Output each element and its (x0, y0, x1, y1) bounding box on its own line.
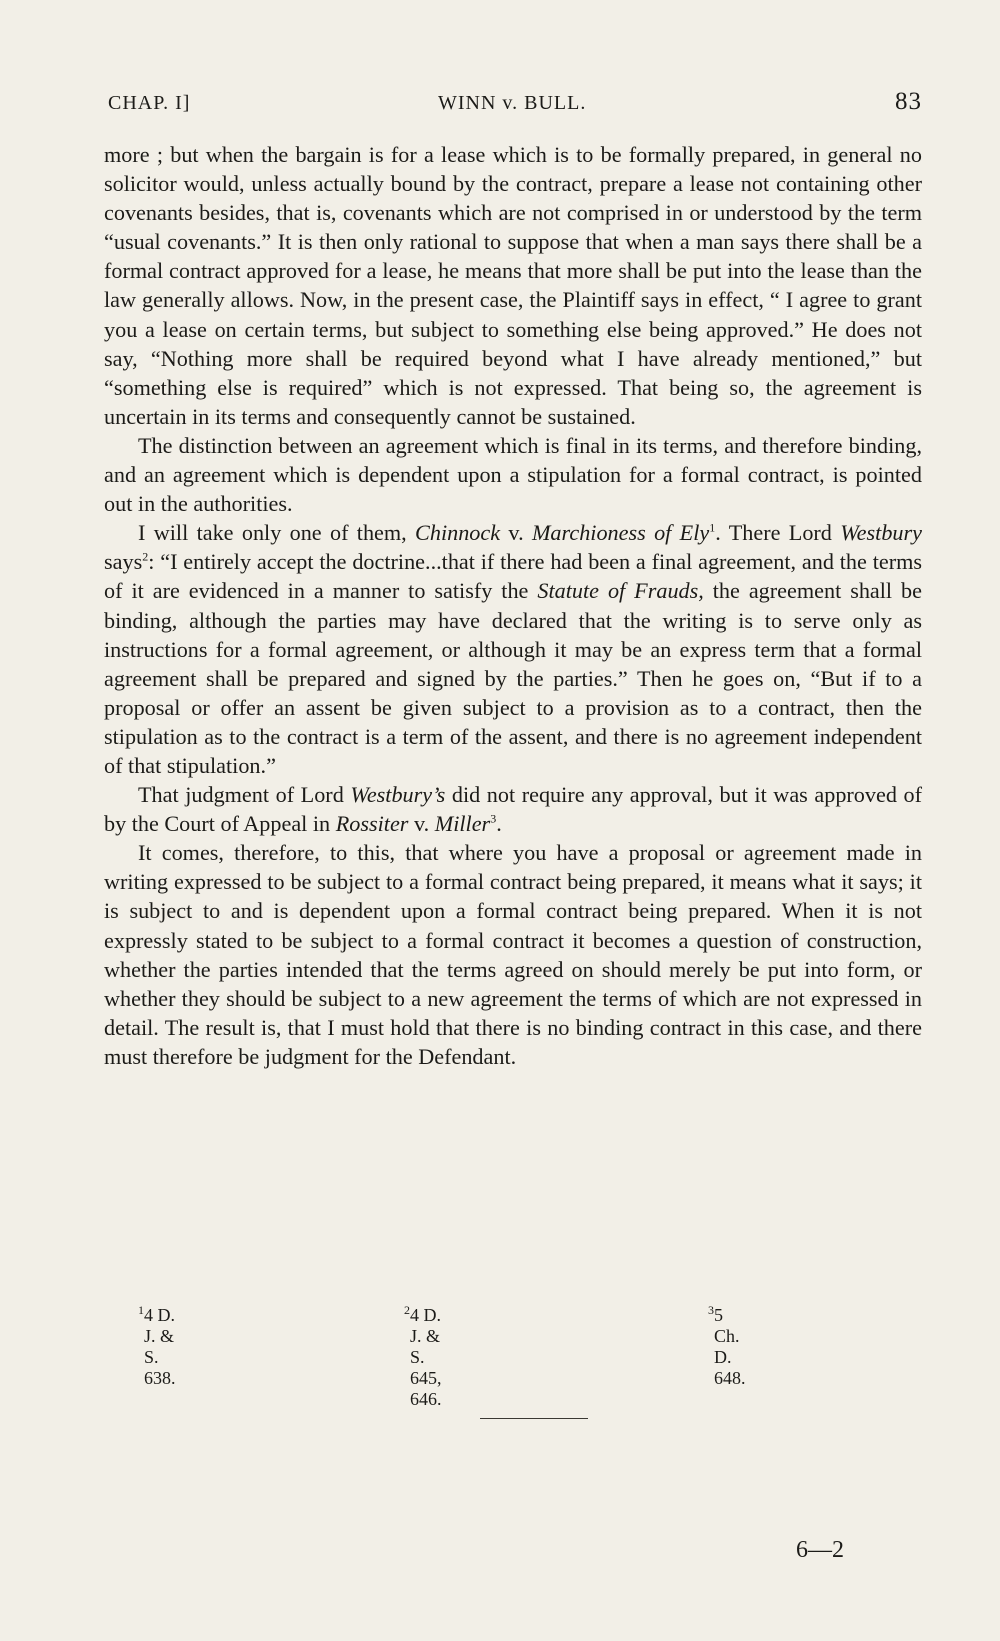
text-run: . There Lord (715, 520, 841, 546)
text-run: . (496, 811, 502, 837)
footnote-text: 4 D. J. & S. 645, 646. (410, 1305, 442, 1409)
paragraph-2: The distinction between an agreement which is final in its terms, and therefore binding, and an agreement which is dependent upon a stipulation for a formal contract, is pointed out in the authorities. (104, 432, 922, 517)
footnote-text: 5 Ch. D. 648. (714, 1305, 746, 1388)
text-run: v. (500, 520, 532, 546)
footnote-3 (708, 1303, 746, 1388)
footnote-mark: 1 (138, 1303, 144, 1317)
page-number: 83 (895, 88, 922, 115)
running-title: WINN v. BULL. (438, 92, 587, 114)
judge-name: Westbury (840, 520, 922, 546)
paragraph-5: It comes, therefore, to this, that where you have a proposal or agreement made in writing expressed to be subject to a formal contract being prepared, it means what it says; it is subject to and is dependent upon a formal contract being prepared. When it is not expressly stated to be subject to a formal contract it becomes a question of construction, whether the parties intended that the terms agreed on should merely be put into form, or whether they should be subject to a new agreement the terms of which are not expressed in detail. The result is, that I must hold that there is no binding contract in this case, and there must therefore be judgment for the Defendant. (104, 840, 922, 1069)
statute-name: Statute of Frauds, (537, 578, 704, 604)
paragraph-3 (104, 518, 922, 780)
footnote-1 (138, 1303, 176, 1388)
case-name: Rossiter (335, 811, 409, 837)
case-name: Marchioness of Ely (531, 520, 710, 546)
body-text (104, 140, 922, 1071)
text-run: says (104, 549, 143, 575)
footnote-ref: 3 (490, 811, 497, 826)
chapter-label: CHAP. I] (108, 92, 191, 114)
text-run: That judgment of Lord (138, 782, 351, 808)
case-name: Chinnock (415, 520, 501, 546)
signature-mark: 6—2 (796, 1537, 844, 1563)
text-run: did not require any approval, but it was approved of by the Court of Appeal in (104, 782, 922, 837)
footnote-mark: 3 (708, 1303, 714, 1317)
footnote-mark: 2 (404, 1303, 410, 1317)
paragraph-4 (104, 780, 922, 838)
footnote-2 (404, 1303, 442, 1409)
case-name: Miller (434, 811, 491, 837)
running-header (108, 88, 922, 120)
section-divider (480, 1418, 588, 1419)
footnote-ref: 2 (142, 549, 149, 564)
paragraph-1: more ; but when the bargain is for a lease which is to be formally prepared, in general no solicitor would, unless actually bound by the contract, prepare a lease not containing other covenants besides, that is, covenants which are not comprised in or understood by the term “usual covenants.” It is then only rational to suppose that when a man says there shall be a formal contract approved for a lease, he means that more shall be put into the lease than the law generally allows. Now, in the present case, the Plaintiff says in effect, “ I agree to grant you a lease on certain terms, but subject to something else being approved.” He does not say, “Nothing more shall be required beyond what I have already mentioned,” but “something else is required” which is not expressed. That being so, the agreement is uncertain in its terms and consequently cannot be sustained. (104, 142, 922, 429)
text-run: v. (408, 811, 435, 837)
footnotes (138, 1303, 898, 1409)
footnote-ref: 1 (709, 520, 716, 535)
judge-name: Westbury’s (350, 782, 446, 808)
text-run: I will take only one of them, (138, 520, 416, 546)
footnote-text: 4 D. J. & S. 638. (144, 1305, 176, 1388)
text-run: : “I entirely accept the doctrine...that if there had been a final agreement, and the terms of it are evidenced in a manner to satisfy the (104, 549, 922, 604)
text-run: the agreement shall be binding, although the parties may have declared that the writing is to serve only as instructions for a formal agreement, or although it may be an express term that a formal agreement shall be prepared and signed by the parties.” Then he goes on, “But if to a proposal or offer an assent be given subject to a provision as to a contract, then the stipulation as to the contract is a term of the assent, and there is no agreement independent of that stipulation.” (104, 578, 922, 778)
